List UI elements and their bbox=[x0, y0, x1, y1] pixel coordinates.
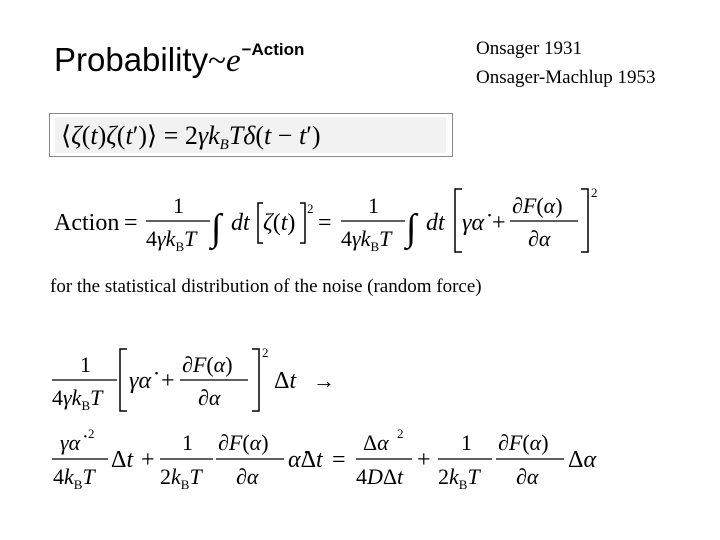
svg-text:α̇Δt: α̇Δt bbox=[288, 447, 323, 473]
svg-text:4γkBT: $4\gamma k_BT$ bbox=[146, 226, 197, 254]
svg-text:2kBT: $2k_BT$ bbox=[438, 464, 480, 492]
svg-text:Δα: Δα bbox=[363, 430, 389, 455]
svg-text:=: = bbox=[318, 210, 332, 236]
svg-text:⟨ζ(t)ζ(t′)⟩ = 2γkBTδ(t − t′): ⟨ζ(t)ζ(t′)⟩ = 2γkBTδ(t − t′) bbox=[61, 121, 321, 153]
svg-text:Δt: Δt bbox=[274, 368, 297, 394]
action-equation bbox=[54, 185, 598, 254]
svg-text:1: 1 bbox=[461, 430, 472, 455]
svg-text:γα̇: γα̇ bbox=[129, 368, 152, 394]
svg-text:∂F(α): ∂F(α) bbox=[498, 430, 549, 455]
svg-text:+: + bbox=[417, 447, 431, 473]
svg-text:γα̇: γα̇ bbox=[462, 210, 485, 236]
svg-text:1: 1 bbox=[182, 430, 193, 455]
exponential-base: e bbox=[225, 43, 241, 79]
svg-text:+: + bbox=[161, 368, 175, 394]
svg-text:1: 1 bbox=[173, 193, 184, 218]
svg-text:∂α: ∂α bbox=[236, 464, 259, 489]
svg-text:+: + bbox=[492, 210, 506, 236]
svg-text:∂α: ∂α bbox=[516, 464, 539, 489]
reference-onsager-1931: Onsager 1931 bbox=[476, 38, 583, 59]
svg-text:1: 1 bbox=[80, 352, 91, 377]
svg-text:dt: dt bbox=[231, 210, 250, 236]
svg-text:2: 2 bbox=[397, 426, 404, 441]
svg-text:→: → bbox=[313, 368, 335, 393]
proportional-tilde: ~ bbox=[208, 43, 226, 79]
action-exponent: −Action bbox=[241, 40, 305, 59]
svg-text:+: + bbox=[141, 447, 155, 473]
expansion-line-1 bbox=[52, 345, 335, 413]
svg-text:4γkBT: $4\gamma k_BT$ bbox=[341, 226, 392, 254]
svg-text:4γkBT: $4\gamma k_BT$ bbox=[52, 385, 103, 413]
expansion-line-2 bbox=[52, 426, 596, 492]
svg-text:Δt: Δt bbox=[111, 447, 134, 473]
svg-text:4DΔt: 4DΔt bbox=[356, 464, 404, 489]
probability-word: Probability bbox=[54, 41, 209, 78]
svg-text:Δα: Δα bbox=[568, 447, 597, 473]
svg-text:2: 2 bbox=[307, 201, 314, 216]
svg-text:∂F(α): ∂F(α) bbox=[512, 193, 563, 218]
svg-text:γα̇: γα̇ bbox=[60, 430, 81, 455]
svg-text:∂F(α): ∂F(α) bbox=[182, 352, 233, 377]
svg-text:∫: ∫ bbox=[406, 207, 417, 249]
svg-text:1: 1 bbox=[368, 193, 379, 218]
svg-text:4kBT: $4k_BT$ bbox=[53, 464, 95, 492]
svg-text:2: 2 bbox=[591, 185, 598, 200]
svg-text:2: 2 bbox=[262, 345, 269, 360]
svg-text:∫: ∫ bbox=[211, 207, 222, 249]
noise-caption: for the statistical distribution of the noise (random force) bbox=[50, 276, 482, 297]
svg-text:ζ(t): ζ(t) bbox=[263, 210, 296, 236]
svg-text:2: 2 bbox=[88, 426, 95, 441]
svg-text:2kBT: $2k_BT$ bbox=[160, 464, 202, 492]
svg-text:∂α: ∂α bbox=[528, 226, 551, 251]
svg-text:=: = bbox=[332, 447, 346, 473]
svg-text:∂α: ∂α bbox=[198, 385, 221, 410]
reference-onsager-machlup-1953: Onsager-Machlup 1953 bbox=[476, 67, 656, 88]
action-label: Action bbox=[54, 210, 120, 236]
svg-text:dt: dt bbox=[426, 210, 445, 236]
svg-text:=: = bbox=[124, 210, 138, 236]
svg-text:∂F(α): ∂F(α) bbox=[218, 430, 269, 455]
